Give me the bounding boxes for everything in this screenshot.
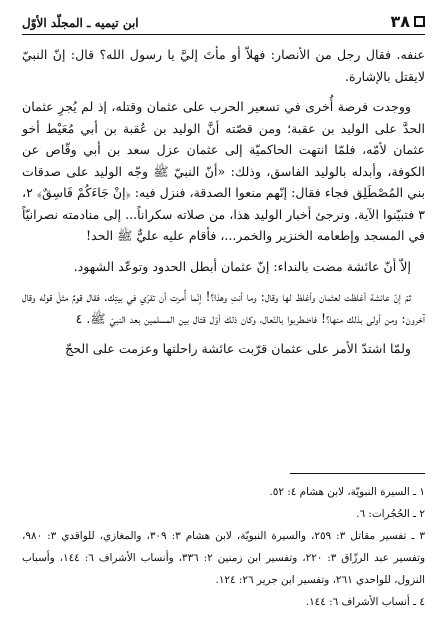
paragraph: ولمّا اشتدّ الأمر على عثمان قرّبت عائشة راحلتها وعزمت على الحجّ	[65, 341, 411, 356]
paragraph: عنفه. فقال رجل من الأنصار: فهلاّ أو مأتَ إليَّ يا رسول الله؟ قال: إنّ النبيّ لايقتل بالإشارة.	[22, 47, 425, 84]
footnote: ٤ ـ أنساب الأشراف ٦: ١٤٤.	[305, 596, 425, 608]
footnote-separator	[290, 473, 425, 474]
page-header	[22, 8, 425, 35]
square-ornament-icon	[414, 16, 425, 27]
footnotes	[22, 481, 425, 613]
running-title: ابن تيميه ـ المجلّد الأوّل	[22, 16, 139, 30]
page-number	[390, 12, 425, 34]
paragraph: إلاّ أنّ عائشة مضت بالنداء: إنّ عثمان أبطل الحدود وتوعّد الشهود.	[73, 258, 411, 274]
footnote: ٣ ـ تفسير مقاتل ٣: ٢٥٩، والسيرة النبويّة، لابن هشام ٣: ٣٠٩، والمغازي، للواقدي ٣: ٩٨٠، وتفسير عبد الرزّاق ٣: ٢٢٠، وتفسير ابن زمنين ٢: ٣٣٦، وأنساب الأشراف ٦: ١٤٤، وأسباب النزول، للواحدي ٢٦١، وتفسير ابن جرير ٢٦: ١٢٤.	[22, 530, 426, 586]
page-number-text: ٣٨	[390, 12, 410, 31]
footnote: ١ ـ السيرة النبويّة، لابن هشام ٤: ٥٢.	[269, 486, 425, 498]
paragraph: ووجدت فرصة أُخرى في تسعير الحرب على عثمان وقتله، إذ لم يُجرِ عثمان الحدَّ على الوليد بن عقبة؛ ومن قصّته أنَّ الوليد بن عُقبة بن أبي مُعَيْط أخو عثمان لأمّه، فلمّا انتهت الحاكميّة إلى عثمان عزل سعد بن أبي وقّاص عن الكوفة، وأبدله بالوليد الفاسق، وذلك: «أنّ النبيّ ﷺ وجّه الوليد على صدقات بني المُصْطَلِق فجاء فقال: إنّهم منعوا الصدقة، فنزل فيه: ﴿إنْ جَاءَكُمْ فَاسِقٌ﴾ ٢، ٣ فتبيّنوا الآية. ونرجئ أخبار الوليد هذا، من صلاته سكراناً... إلى منادمته نصرانيّاً في المسجد وإطعامه الخنزير والخمر...، فأقام عليه عليٌّ ﷺ الحد!	[22, 99, 425, 243]
footnote: ٢ ـ الحُجُرات: ٦.	[356, 508, 425, 520]
main-text	[22, 44, 425, 369]
paragraph: ثمّ إنّ عائشة أغلظت لعثمان وأغلظ لها وقال: وما أنتِ وهذا؟! إنّما أُمرت أن تقرّي في بيتِك. فقال قومٌ مثلَ قوله وقال آخرون: ومن أولى بذلك منها؟! فاضطربوا بالنّعال، وكان ذلك أوّل قتال بين المسلمين بعد النبيّ ﷺ. ٤	[22, 289, 425, 326]
